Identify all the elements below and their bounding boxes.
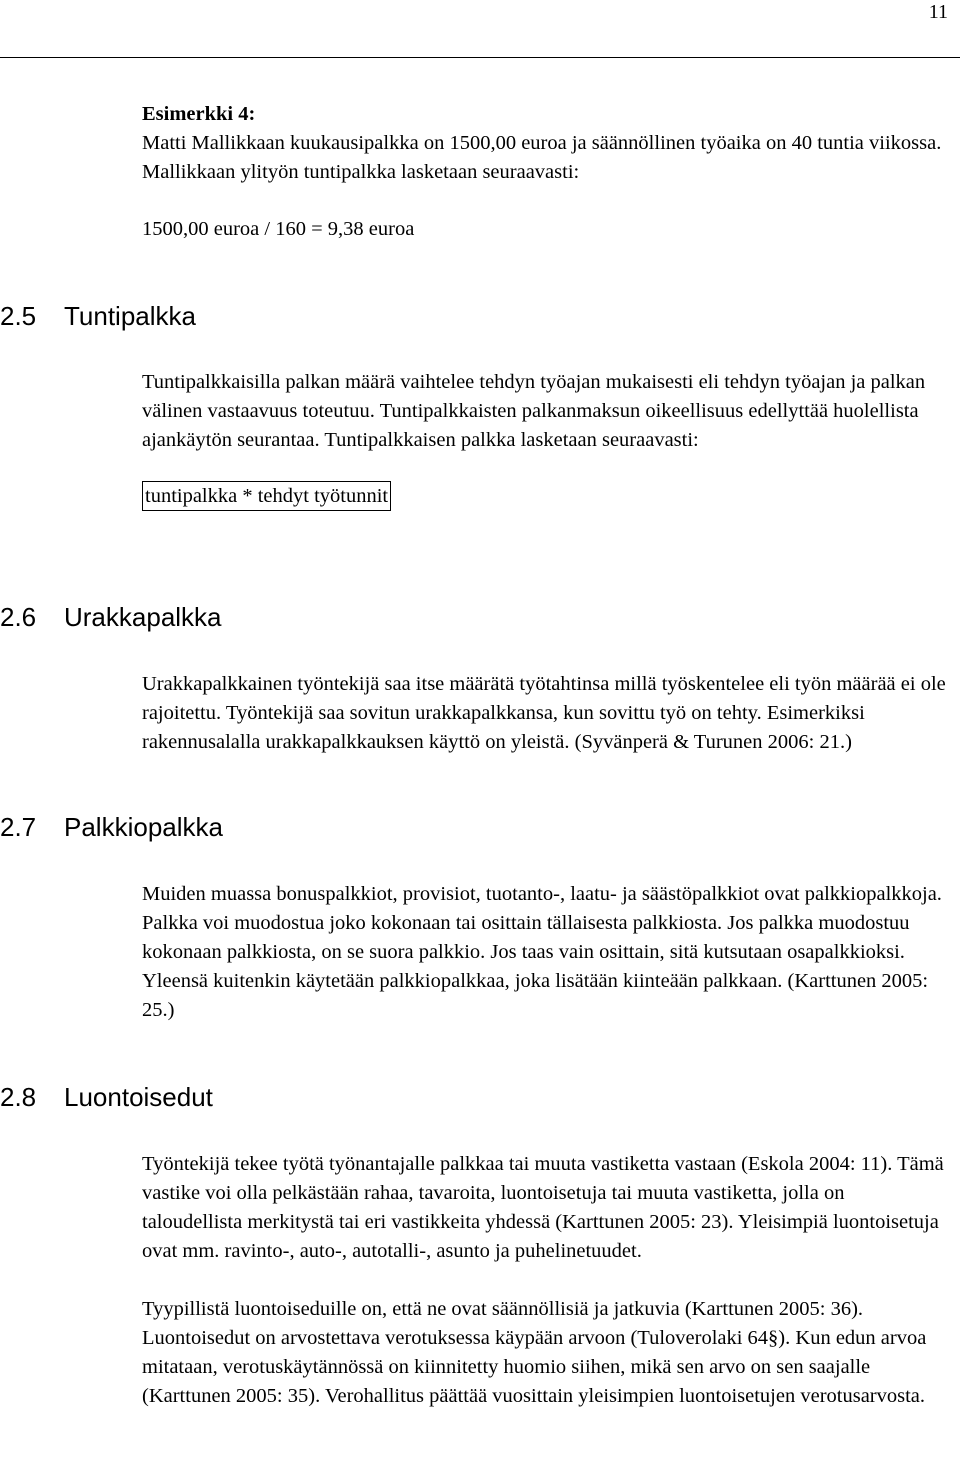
section-body-2-7 xyxy=(142,880,948,1025)
section-title: Palkkiopalkka xyxy=(64,812,223,842)
section-title: Urakkapalkka xyxy=(64,602,222,632)
section-heading-2-6 xyxy=(0,601,222,633)
section-body-2-5 xyxy=(142,368,948,511)
section-body-2-6 xyxy=(142,670,948,757)
example-calculation: 1500,00 euroa / 160 = 9,38 euroa xyxy=(142,218,415,240)
section-paragraph: Muiden muassa bonuspalkkiot, provisiot, tuotanto-, laatu- ja säästöpalkkiot ovat palkkiopalkkoja. Palkka voi muodostua joko kokonaan tai osittain tällaisesta palkkiosta. Jos palkka muodostuu kokonaan palkkiosta, on se suora palkkio. Jos taas vain osittain, sitä kutsutaan osapalkkioksi. Yleensä kuitenkin käytetään palkkiopalkkaa, joka lisätään kiinteään palkkaan. (Karttunen 2005: 25.) xyxy=(142,883,942,1021)
section-title: Luontoisedut xyxy=(64,1082,213,1112)
example-title: Esimerkki 4: xyxy=(142,103,256,125)
header-rule xyxy=(0,57,960,58)
page-number: 11 xyxy=(928,1,948,23)
section-paragraph: Urakkapalkkainen työntekijä saa itse määrätä työtahtinsa millä työskentelee eli työn määrää ei ole rajoitettu. Työntekijä saa sovitun urakkapalkkansa, kun sovittu työ on tehty. Esimerkiksi rakennusalalla urakkapalkkauksen käyttö on yleistä. (Syvänperä & Turunen 2006: 21.) xyxy=(142,673,946,753)
section-number: 2.8 xyxy=(0,1082,37,1112)
section-number: 2.6 xyxy=(0,602,37,632)
section-number: 2.5 xyxy=(0,301,37,331)
section-body-2-8 xyxy=(142,1150,948,1411)
section-heading-2-7 xyxy=(0,811,223,843)
formula-box: tuntipalkka * tehdyt työtunnit xyxy=(142,481,391,511)
section-paragraph: Tuntipalkkaisilla palkan määrä vaihtelee tehdyn työajan mukaisesti eli tehdyn työajan ja palkan välinen vastaavuus toteutuu. Tuntipalkkaisten palkanmaksun oikeellisuus edellyttää huolellista ajankäytön seurantaa. Tuntipalkkaisen palkka lasketaan seuraavasti: xyxy=(142,371,926,451)
section-title: Tuntipalkka xyxy=(64,301,196,331)
section-paragraph: Työntekijä tekee työtä työnantajalle palkkaa tai muuta vastiketta vastaan (Eskola 2004: 11). Tämä vastike voi olla pelkästään rahaa, tavaroita, luontoisetuja tai muuta vastiketta, jolla on taloudellista merkitystä tai eri vastikkeita yhdessä (Karttunen 2005: 23). Yleisimpiä luontoisetuja ovat mm. ravinto-, auto-, autotalli-, asunto ja puhelinetuudet. xyxy=(142,1153,944,1262)
section-heading-2-5 xyxy=(0,300,196,332)
section-paragraph: Tyypillistä luontoiseduille on, että ne ovat säännöllisiä ja jatkuvia (Karttunen 2005: 36). Luontoisedut on arvostettava verotuksessa käypään arvoon (Tuloverolaki 64§). Kun edun arvoa mitataan, verotuskäytännössä on kiinnitetty huomio siihen, mikä sen arvo on sen saajalle (Karttunen 2005: 35). Verohallitus päättää vuosittain yleisimpien luontoisetujen verotusarvosta. xyxy=(142,1298,927,1407)
section-heading-2-8 xyxy=(0,1081,213,1113)
example-text: Matti Mallikkaan kuukausipalkka on 1500,00 euroa ja säännöllinen työaika on 40 tuntia viikossa. Mallikkaan ylityön tuntipalkka lasketaan seuraavasti: xyxy=(142,132,942,183)
example-block xyxy=(142,100,948,244)
section-number: 2.7 xyxy=(0,812,37,842)
